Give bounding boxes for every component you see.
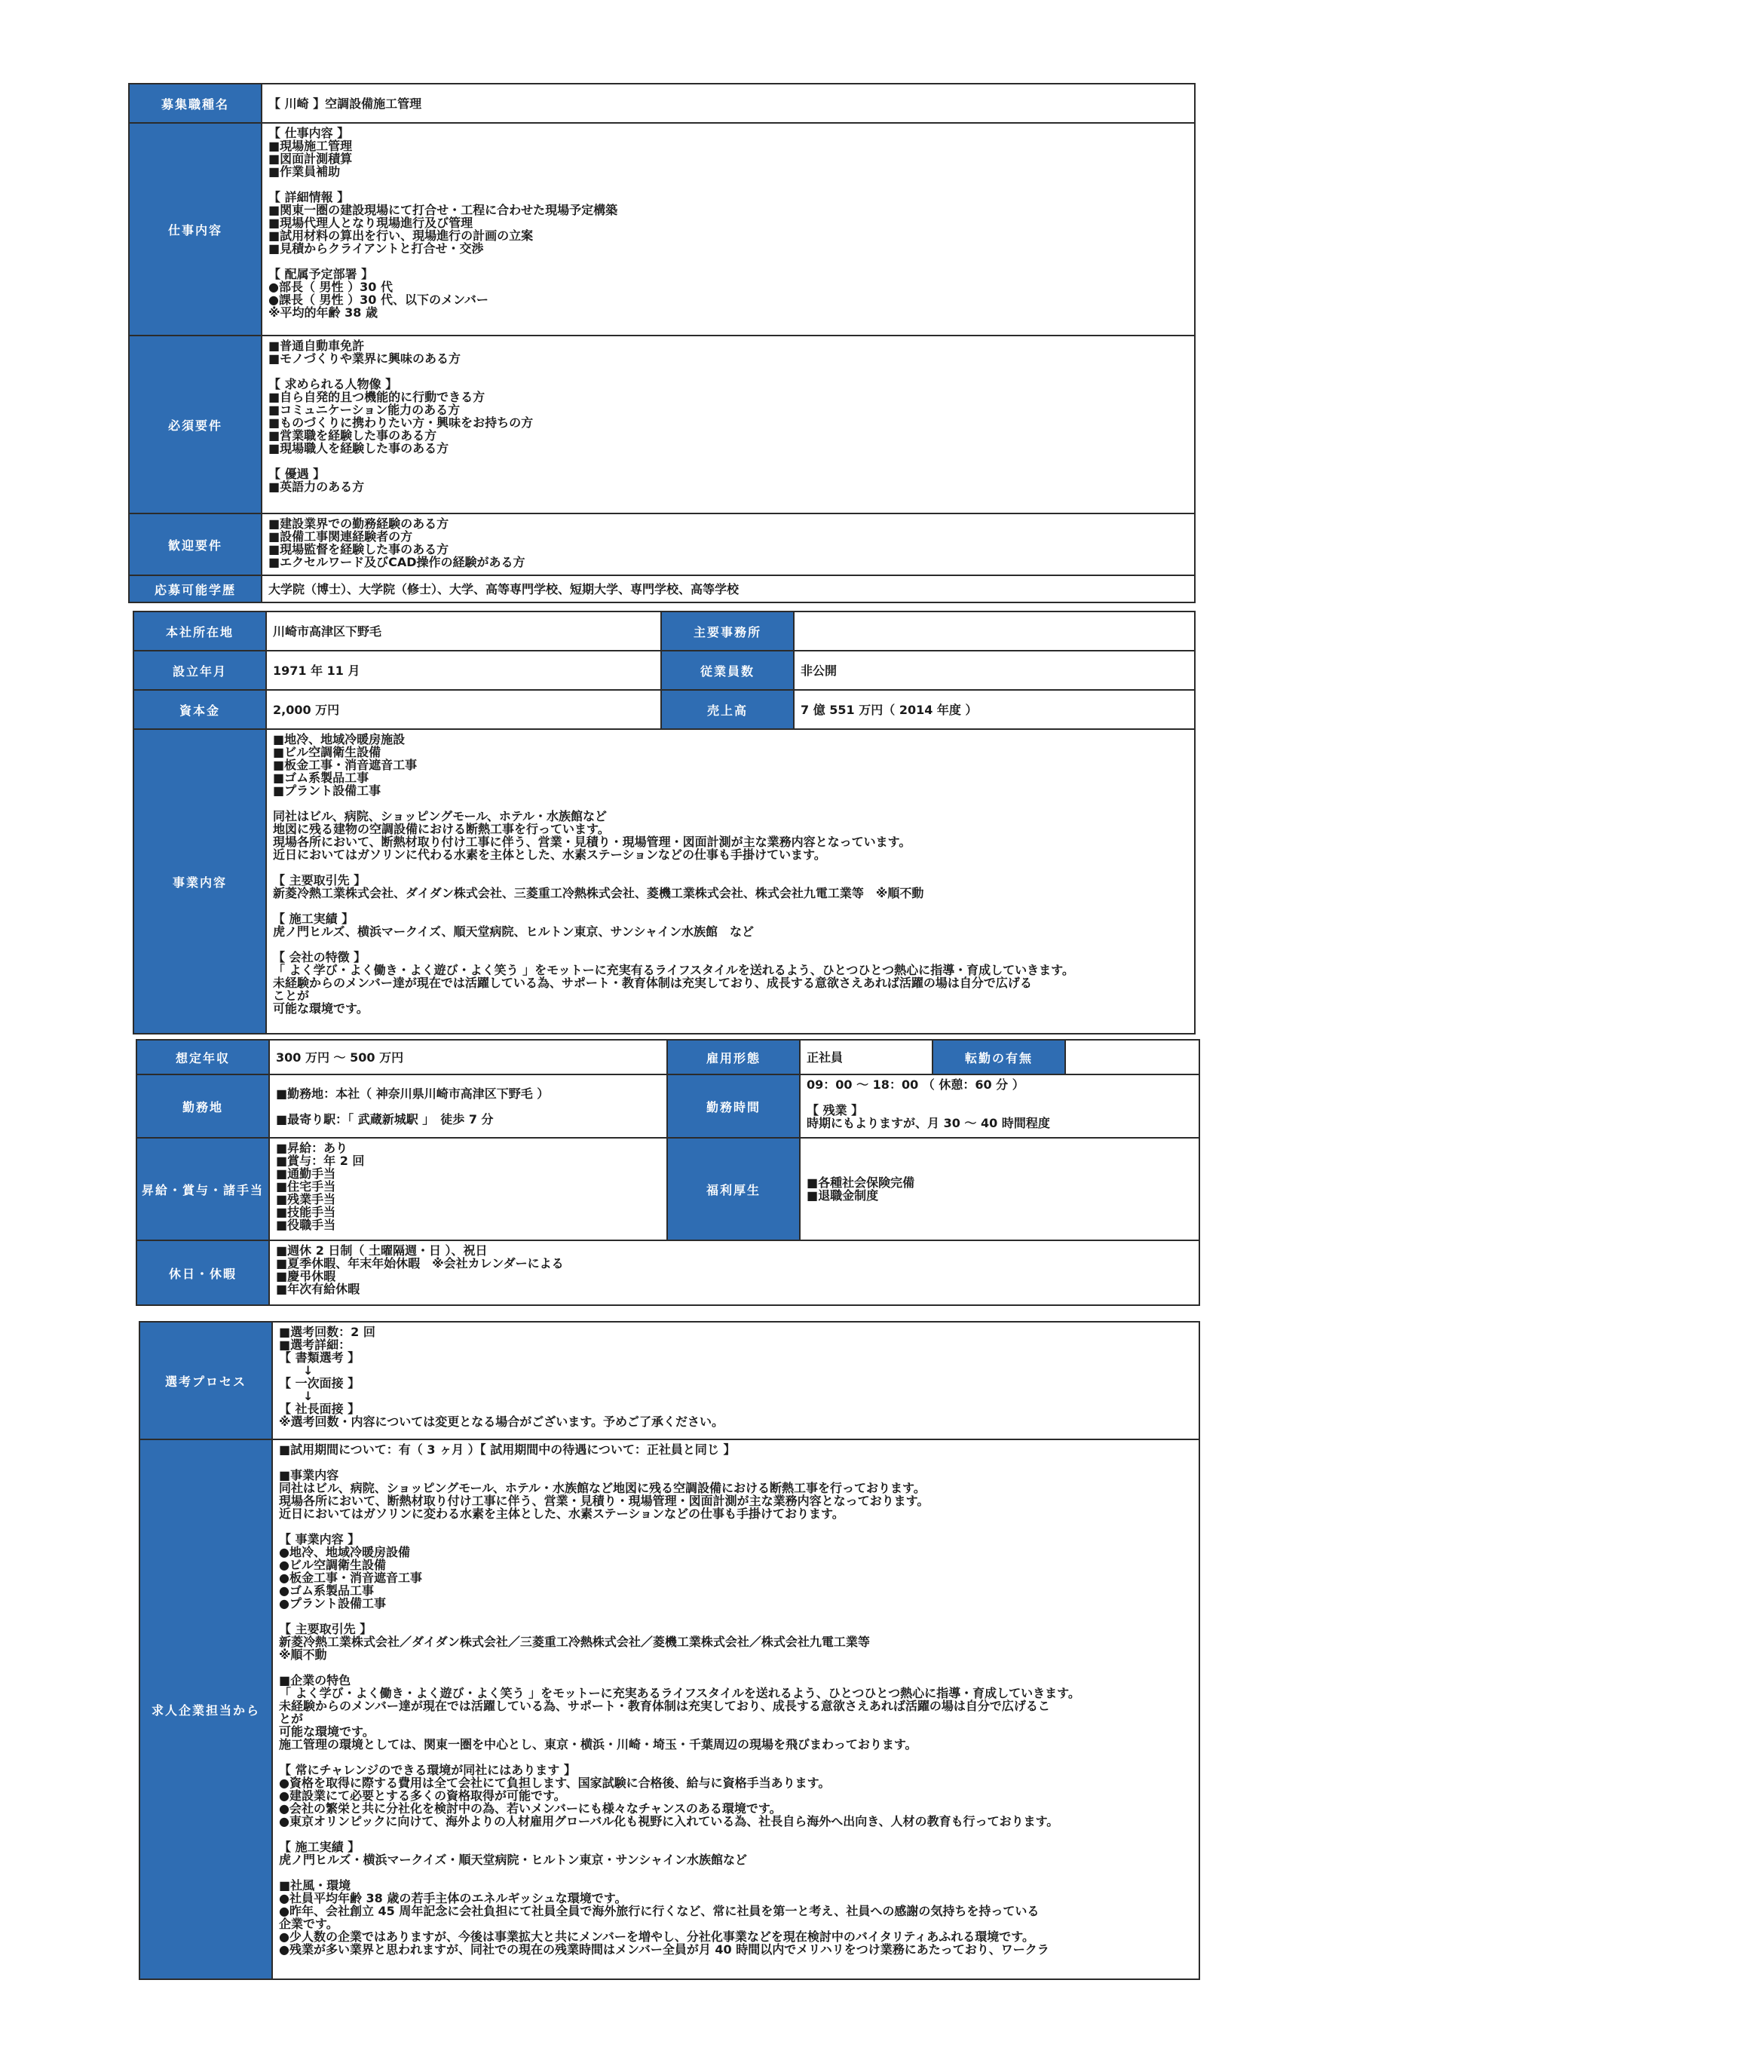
row-process xyxy=(139,1322,1199,1439)
recruit-table xyxy=(128,83,1196,603)
address-label: 本社所在地 xyxy=(133,611,266,651)
holidays-label: 休日・休暇 xyxy=(136,1240,269,1305)
hours-value: 09：00 ～ 18：00 （ 休憩：60 分 ） 【 残業 】 時期にもよりますが、月 30 ～ 40 時間程度 xyxy=(800,1074,1199,1138)
row-required xyxy=(129,336,1195,513)
row-job xyxy=(129,123,1195,336)
main-office-label: 主要事務所 xyxy=(661,611,794,651)
education-label: 応募可能学歴 xyxy=(129,575,262,602)
row-position xyxy=(129,84,1195,123)
job-label: 仕事内容 xyxy=(129,123,262,336)
employment-label: 雇用形態 xyxy=(667,1040,800,1074)
job-value: 【 仕事内容 】 ■現場施工管理 ■図面計測積算 ■作業員補助 【 詳細情報 】 ■関東一圏の建設現場にて打合せ・工程に合わせた現場予定構築 ■現場代理人となり現場進行及び管理 ■試用材料の算出を行い、現場進行の計画の立案 ■見積からクライアントと打合せ・交渉 【 配属予定部署 】 ●部長（ 男性 ）30 代 ●課長（ 男性 ）30 代、以下のメンバー ※平均的年齢 38 歳 xyxy=(262,123,1195,336)
row-holidays xyxy=(136,1240,1199,1305)
company-table xyxy=(133,611,1196,1034)
position-value: 【 川崎 】空調設備施工管理 xyxy=(262,84,1195,123)
salary-label: 想定年収 xyxy=(136,1040,269,1074)
row-location xyxy=(136,1074,1199,1138)
row-message xyxy=(139,1439,1199,1979)
hours-label: 勤務時間 xyxy=(667,1074,800,1138)
row-capital xyxy=(133,690,1195,729)
transfer-value xyxy=(1065,1040,1199,1074)
process-label: 選考プロセス xyxy=(139,1322,272,1439)
raise-value: ■昇給：あり ■賞与：年 2 回 ■通勤手当 ■住宅手当 ■残業手当 ■技能手当 ■役職手当 xyxy=(269,1138,667,1240)
required-value: ■普通自動車免許 ■モノづくりや業界に興味のある方 【 求められる人物像 】 ■自ら自発的且つ機能的に行動できる方 ■コミュニケーション能力のある方 ■ものづくりに携わりたい方・興味をお持ちの方 ■営業職を経験した事のある方 ■現場職人を経験した事のある方 【 優遇 】 ■英語力のある方 xyxy=(262,336,1195,513)
capital-label: 資本金 xyxy=(133,690,266,729)
welfare-label: 福利厚生 xyxy=(667,1138,800,1240)
capital-value: 2,000 万円 xyxy=(266,690,661,729)
location-value: ■勤務地：本社（ 神奈川県川崎市高津区下野毛 ） ■最寄り駅：「 武蔵新城駅 」 徒歩 7 分 xyxy=(269,1074,667,1138)
process-value: ■選考回数：2 回 ■選考詳細： 【 書類選考 】 ↓ 【 一次面接 】 ↓ 【 社長面接 】 ※選考回数・内容については変更となる場合がございます。予めご了承ください。 xyxy=(272,1322,1199,1439)
main-office-value xyxy=(794,611,1195,651)
location-label: 勤務地 xyxy=(136,1074,269,1138)
founded-value: 1971 年 11 月 xyxy=(266,651,661,690)
welfare-value: ■各種社会保険完備 ■退職金制度 xyxy=(800,1138,1199,1240)
raise-label: 昇給・賞与・諸手当 xyxy=(136,1138,269,1240)
business-label: 事業内容 xyxy=(133,729,266,1034)
message-value: ■試用期間について：有（ 3 ヶ月 ）【 試用期間中の待遇について：正社員と同じ 】 ■事業内容 同社はビル、病院、ショッピングモール、ホテル・水族館など地図に残る空調設備における断熱工事を行っております。 現場各所において、断熱材取り付け工事に伴う、営業・見積り・現場管理・図面計測が主な業務内容となっております。 近日においてはガソリンに変わる水素を主体とした、水素ステーションなどの仕事も手掛けております。 【 事業内容 】 ●地冷、地域冷暖房設備 ●ビル空調衛生設備 ●板金工事・消音遮音工事 ●ゴム系製品工事 ●プラント設備工事 【 主要取引先 】 新菱冷熱工業株式会社／ダイダン株式会社／三菱重工冷熱株式会社／菱機工業株式会社／株式会社九電工業等 ※順不動 ■企業の特色 「 よく学び・よく働き・よく遊び・よく笑う 」をモットーに充実あるライフスタイルを送れるよう、ひとつひとつ熱心に指導・育成していきます。 未経験からのメンバー達が現在では活躍している為、サポート・教育体制は充実しており、成長する意欲さえあれば活躍の場は自分で広げるこ とが 可能な環境です。 施工管理の環境としては、関東一圏を中心とし、東京・横浜・川崎・埼玉・千葉周辺の現場を飛びまわっております。 【 常にチャレンジのできる環境が同社にはあります 】 ●資格を取得に際する費用は全て会社にて負担します、国家試験に合格後、給与に資格手当あります。 ●建設業にて必要とする多くの資格取得が可能です。 ●会社の繁栄と共に分社化を検討中の為、若いメンバーにも様々なチャンスのある環境です。 ●東京オリンピックに向けて、海外よりの人材雇用グローバル化も視野に入れている為、社長自ら海外へ出向き、人材の教育も行っております。 【 施工実績 】 虎ノ門ヒルズ・横浜マークイズ・順天堂病院・ヒルトン東京・サンシャイン水族館など ■社風・環境 ●社員平均年齢 38 歳の若手主体のエネルギッシュな環境です。 ●昨年、会社創立 45 周年記念に会社負担にて社員全員で海外旅行に行くなど、常に社員を第一と考え、社員への感謝の気持ちを持っている 企業です。 ●少人数の企業ではありますが、今後は事業拡大と共にメンバーを増やし、分社化事業などを現在検討中のバイタリティあふれる環境です。 ●残業が多い業界と思われますが、同社での現在の残業時間はメンバー全員が月 40 時間以内でメリハリをつけ業務にあたっており、ワークラ xyxy=(272,1439,1199,1979)
row-founded xyxy=(133,651,1195,690)
required-label: 必須要件 xyxy=(129,336,262,513)
welcome-value: ■建設業界での勤務経験のある方 ■設備工事関連経験者の方 ■現場監督を経験した事のある方 ■エクセルワード及びCAD操作の経験がある方 xyxy=(262,513,1195,575)
row-business xyxy=(133,729,1195,1034)
employment-value: 正社員 xyxy=(800,1040,933,1074)
message-label: 求人企業担当から xyxy=(139,1439,272,1979)
row-salary xyxy=(136,1040,1199,1074)
education-value: 大学院（博士）、大学院（修士）、大学、高等専門学校、短期大学、専門学校、高等学校 xyxy=(262,575,1195,602)
sales-value: 7 億 551 万円（ 2014 年度 ） xyxy=(794,690,1195,729)
conditions-table xyxy=(136,1039,1200,1306)
row-education xyxy=(129,575,1195,602)
row-raise xyxy=(136,1138,1199,1240)
holidays-value: ■週休 2 日制（ 土曜隔週・日 ）、祝日 ■夏季休暇、年末年始休暇 ※会社カレンダーによる ■慶弔休暇 ■年次有給休暇 xyxy=(269,1240,1199,1305)
welcome-label: 歓迎要件 xyxy=(129,513,262,575)
selection-table xyxy=(139,1321,1200,1980)
founded-label: 設立年月 xyxy=(133,651,266,690)
row-address xyxy=(133,611,1195,651)
sales-label: 売上高 xyxy=(661,690,794,729)
row-welcome xyxy=(129,513,1195,575)
salary-value: 300 万円 ～ 500 万円 xyxy=(269,1040,667,1074)
employees-value: 非公開 xyxy=(794,651,1195,690)
position-label: 募集職種名 xyxy=(129,84,262,123)
employees-label: 従業員数 xyxy=(661,651,794,690)
business-value: ■地冷、地域冷暖房施設 ■ビル空調衛生設備 ■板金工事・消音遮音工事 ■ゴム系製品工事 ■プラント設備工事 同社はビル、病院、ショッピングモール、ホテル・水族館など 地図に残る建物の空調設備における断熱工事を行っています。 現場各所において、断熱材取り付け工事に伴う、営業・見積り・現場管理・図面計測が主な業務内容となっています。 近日においてはガソリンに代わる水素を主体とした、水素ステーションなどの仕事も手掛けています。 【 主要取引先 】 新菱冷熱工業株式会社、ダイダン株式会社、三菱重工冷熱株式会社、菱機工業株式会社、株式会社九電工業等 ※順不動 【 施工実績 】 虎ノ門ヒルズ、横浜マークイズ、順天堂病院、ヒルトン東京、サンシャイン水族館 など 【 会社の特徴 】 「 よく学び・よく働き・よく遊び・よく笑う 」をモットーに充実有るライフスタイルを送れるよう、ひとつひとつ熱心に指導・育成していきます。 未経験からのメンバー達が現在では活躍している為、サポート・教育体制は充実しており、成長する意欲さえあれば活躍の場は自分で広げる ことが 可能な環境です。 xyxy=(266,729,1195,1034)
transfer-label: 転勤の有無 xyxy=(933,1040,1065,1074)
address-value: 川崎市高津区下野毛 xyxy=(266,611,661,651)
